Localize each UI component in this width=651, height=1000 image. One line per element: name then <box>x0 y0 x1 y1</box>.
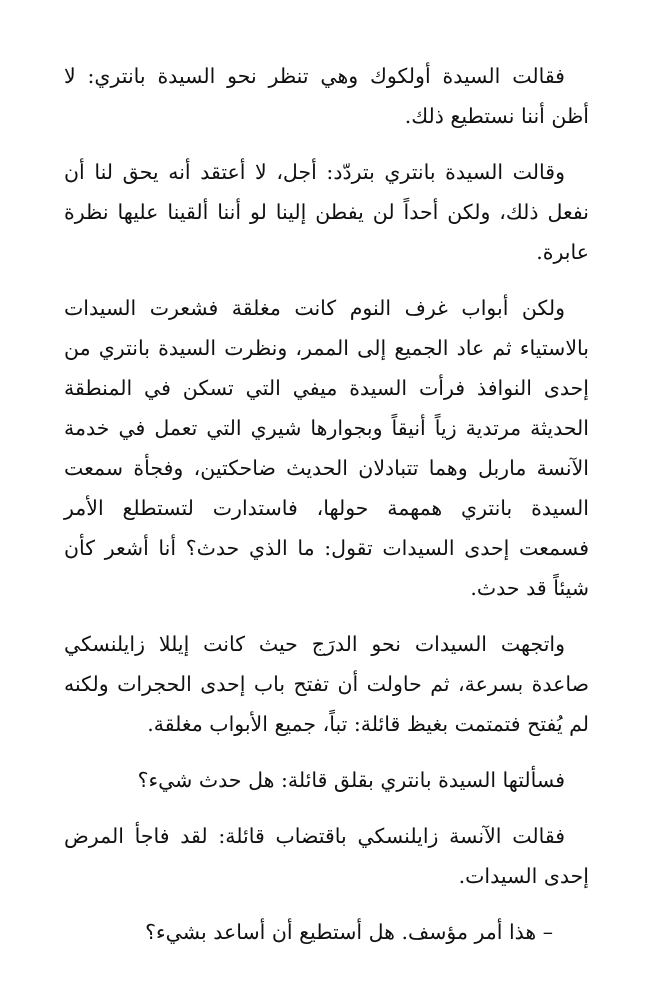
paragraph-7: – هذا أمر مؤسف. هل أستطيع أن أساعد بشيء؟ <box>145 920 553 944</box>
paragraph-4: واتجهت السيدات نحو الدرَج حيث كانت إيللا زايلنسكي صاعدة بسرعة، ثم حاولت أن تفتح باب إحدى الحجرات ولكنه لم يُفتح فتمتمت بغيظ قائلة: تباً، جميع الأبواب مغلقة. <box>64 632 589 736</box>
paragraph-2: وقالت السيدة بانتري بتردّد: أجل، لا أعتقد أنه يحق لنا أن نفعل ذلك، ولكن أحداً لن يفطن إلينا لو أننا ألقينا عليها نظرة عابرة. <box>64 160 589 264</box>
paragraph-6: فقالت الآنسة زايلنسكي باقتضاب قائلة: لقد فاجأ المرض إحدى السيدات. <box>64 824 589 888</box>
paragraph-1: فقالت السيدة أولكوك وهي تنظر نحو السيدة بانتري: لا أظن أننا نستطيع ذلك. <box>64 64 589 128</box>
paragraph-5: فسألتها السيدة بانتري بقلق قائلة: هل حدث شيء؟ <box>137 768 565 792</box>
paragraph-3: ولكن أبواب غرف النوم كانت مغلقة فشعرت السيدات بالاستياء ثم عاد الجميع إلى الممر، ونظرت السيدة بانتري من إحدى النوافذ فرأت السيدة ميفي التي تسكن في المنطقة الحديثة مرتدية زياً أنيقاً وبجوارها شيري التي تعمل في خدمة الآنسة ماربل وهما تتبادلان الحديث ضاحكتين، وفجأة سمعت السيدة بانتري همهمة حولها، فاستدارت لتستطلع الأمر فسمعت إحدى السيدات تقول: ما الذي حدث؟ أنا أشعر كأن شيئاً قد حدث. <box>64 296 589 600</box>
